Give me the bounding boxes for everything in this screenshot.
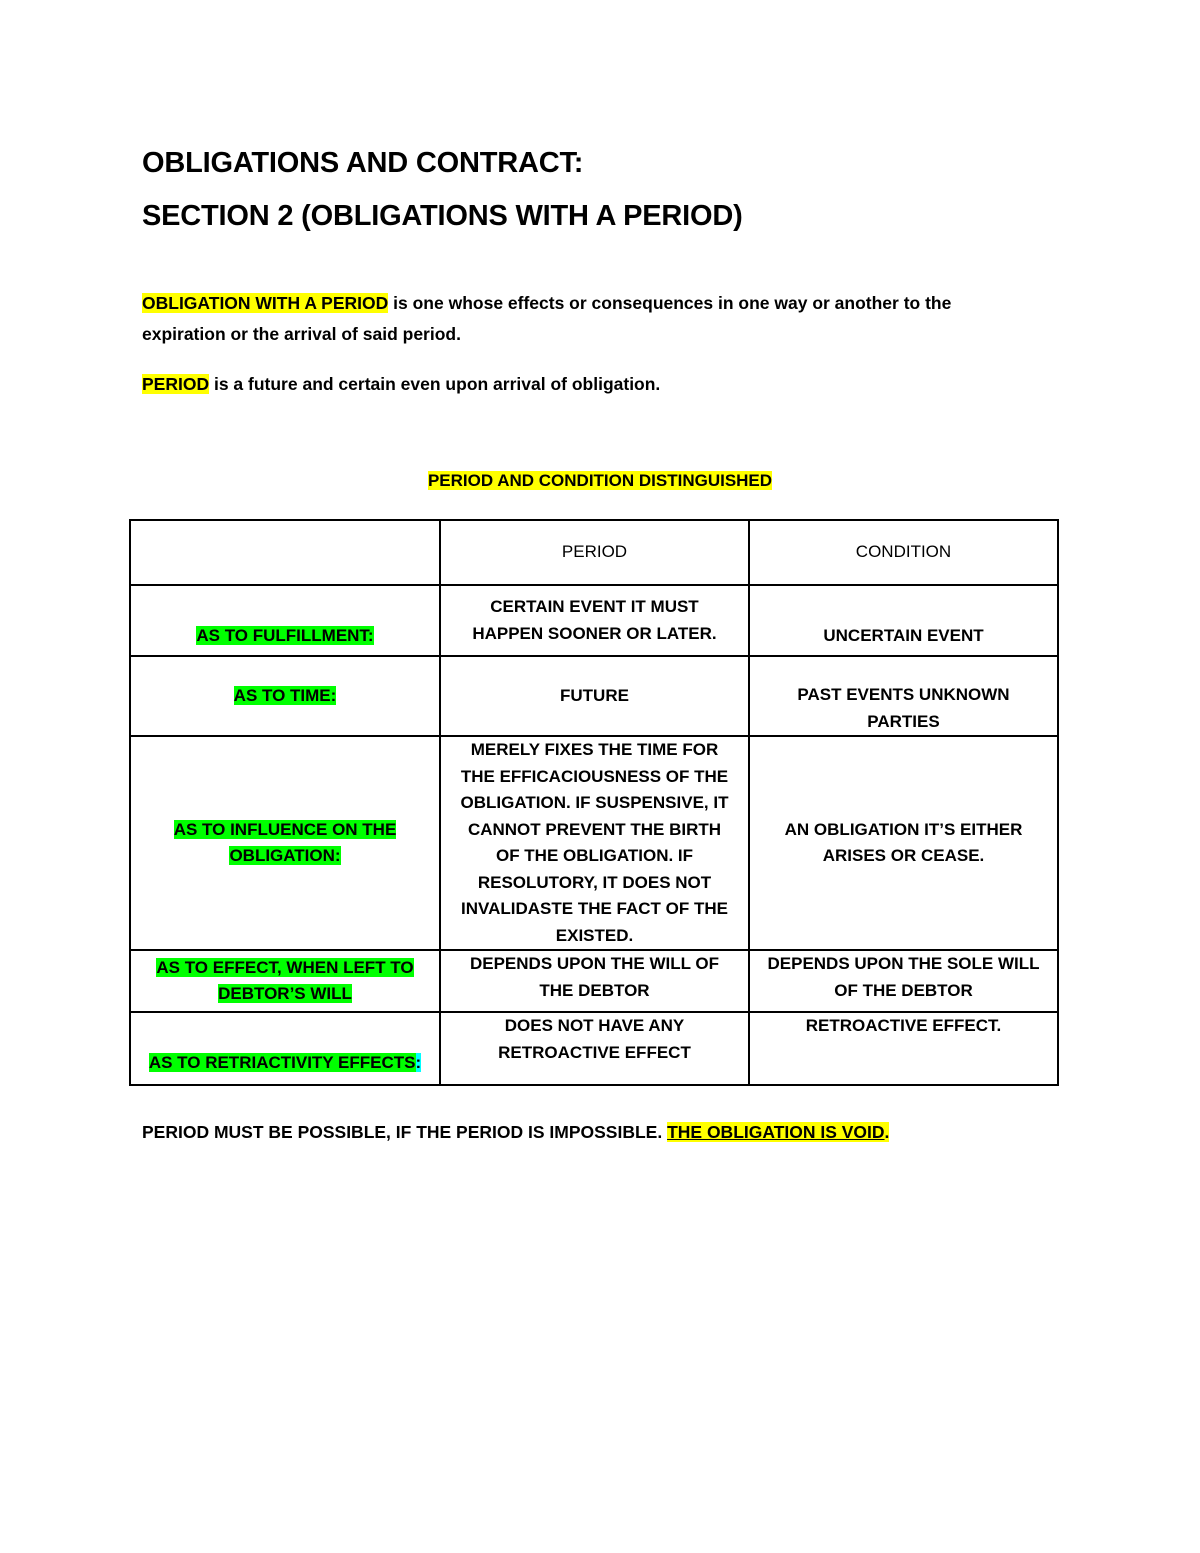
aspect-cell bbox=[130, 950, 440, 1012]
term-obligation-with-period: OBLIGATION WITH A PERIOD bbox=[142, 293, 389, 313]
aspect-label: AS TO RETRIACTIVITY EFFECTS bbox=[148, 1052, 416, 1072]
header-cell-empty bbox=[130, 520, 440, 585]
period-cell: DEPENDS UPON THE WILL OF THE DEBTOR bbox=[440, 950, 749, 1012]
header-cell-condition: CONDITION bbox=[749, 520, 1058, 585]
footer-text: PERIOD MUST BE POSSIBLE, IF THE PERIOD IS IMPOSSIBLE. bbox=[142, 1122, 668, 1142]
definition-period bbox=[142, 369, 1022, 400]
aspect-label: AS TO EFFECT, WHEN LEFT TO DEBTOR’S WILL bbox=[156, 957, 414, 1003]
table-header-row bbox=[130, 520, 1058, 585]
period-cell: DOES NOT HAVE ANY RETROACTIVE EFFECT bbox=[440, 1012, 749, 1085]
aspect-label: AS TO FULFILLMENT: bbox=[196, 625, 374, 645]
condition-cell: RETROACTIVE EFFECT. bbox=[749, 1012, 1058, 1085]
definition-text: is one whose effects or consequences in one way or another to the expiration or the arrival of said period. bbox=[142, 293, 952, 344]
document-title: OBLIGATIONS AND CONTRACT: bbox=[142, 147, 584, 179]
footer-end: . bbox=[884, 1122, 890, 1142]
aspect-cell bbox=[130, 1012, 440, 1085]
definition-text: is a future and certain even upon arrival of obligation. bbox=[209, 374, 661, 394]
table-title-wrapper bbox=[0, 471, 1200, 491]
period-cell: FUTURE bbox=[440, 656, 749, 736]
definition-obligation-with-period bbox=[142, 288, 1022, 350]
footer-highlight: THE OBLIGATION IS VOID bbox=[667, 1122, 885, 1142]
footer-highlight-wrap bbox=[667, 1122, 889, 1142]
table-row bbox=[130, 950, 1058, 1012]
condition-cell: PAST EVENTS UNKNOWN PARTIES bbox=[749, 656, 1058, 736]
table-row bbox=[130, 656, 1058, 736]
table-title: PERIOD AND CONDITION DISTINGUISHED bbox=[427, 471, 773, 490]
table-row bbox=[130, 1012, 1058, 1085]
period-cell: MERELY FIXES THE TIME FOR THE EFFICACIOUSNESS OF THE OBLIGATION. IF SUSPENSIVE, IT CANNOT PREVENT THE BIRTH OF THE OBLIGATION. IF RESOLUTORY, IT DOES NOT INVALIDASTE THE FACT OF THE EXISTED. bbox=[440, 736, 749, 950]
condition-cell: AN OBLIGATION IT’S EITHER ARISES OR CEASE. bbox=[749, 736, 1058, 950]
footer-statement bbox=[142, 1122, 889, 1143]
condition-cell: UNCERTAIN EVENT bbox=[749, 585, 1058, 656]
aspect-cell bbox=[130, 736, 440, 950]
term-period: PERIOD bbox=[142, 374, 210, 394]
table-row bbox=[130, 736, 1058, 950]
aspect-label: AS TO INFLUENCE ON THE OBLIGATION: bbox=[173, 819, 397, 865]
aspect-cell bbox=[130, 656, 440, 736]
aspect-cell bbox=[130, 585, 440, 656]
comparison-table bbox=[129, 519, 1059, 1086]
section-title: SECTION 2 (OBLIGATIONS WITH A PERIOD) bbox=[142, 200, 743, 232]
period-cell: CERTAIN EVENT IT MUST HAPPEN SOONER OR LATER. bbox=[440, 585, 749, 656]
table-row bbox=[130, 585, 1058, 656]
header-cell-period: PERIOD bbox=[440, 520, 749, 585]
aspect-label: AS TO TIME: bbox=[233, 685, 337, 705]
condition-cell: DEPENDS UPON THE SOLE WILL OF THE DEBTOR bbox=[749, 950, 1058, 1012]
aspect-label-suffix: : bbox=[415, 1052, 422, 1072]
